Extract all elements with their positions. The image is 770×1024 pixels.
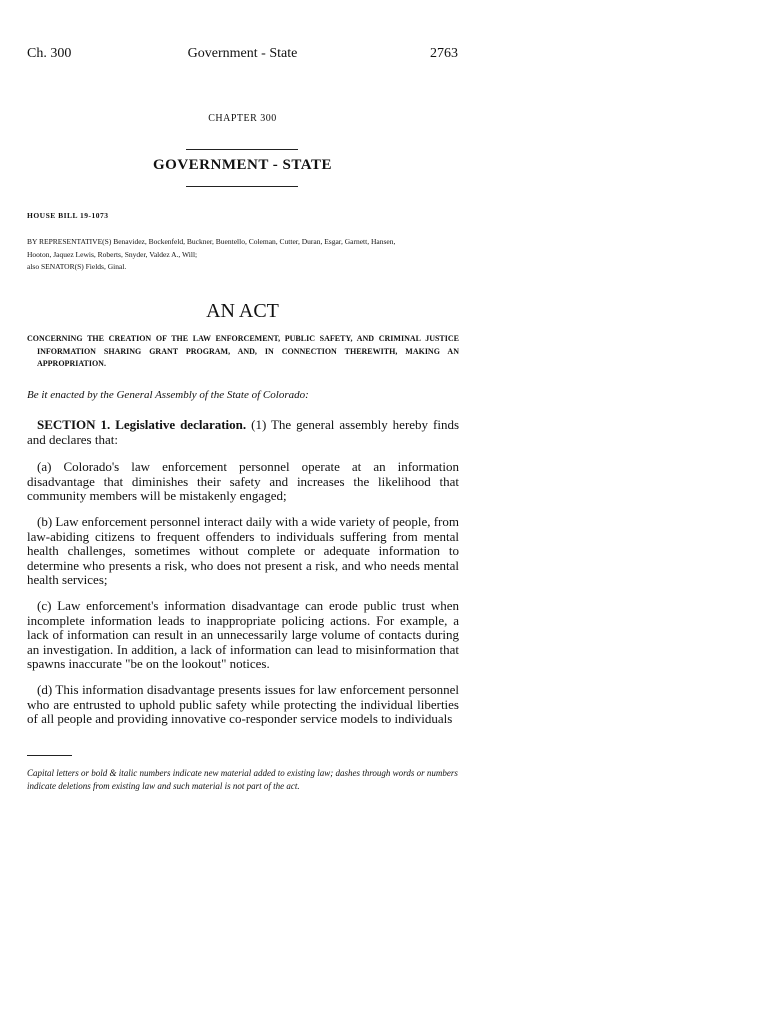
enacting-clause: Be it enacted by the General Assembly of the State of Colorado: bbox=[27, 389, 309, 401]
title-rule-top bbox=[186, 149, 298, 150]
section-text: (1) The general assembly hereby finds and declares that: bbox=[27, 417, 460, 447]
section-title: Legislative declaration. bbox=[115, 417, 247, 432]
paragraph-c-text: (c) Law enforcement's information disadvantage can erode public trust when incomplete information leads to inappropriate policing actions. For example, a lack of information can result in an unnecessarily large volume of contacts during an investigation. In addition, a lack of information can lead to misinformation that spawns inaccurate "be on the lookout" notices. bbox=[27, 598, 459, 672]
bill-number: HOUSE BILL 19-1073 bbox=[27, 211, 109, 220]
sponsors-line-2: Hooton, Jaquez Lewis, Roberts, Snyder, Valdez A., Will; bbox=[27, 249, 198, 259]
paragraph-b bbox=[27, 515, 459, 588]
title-rule-bottom bbox=[186, 186, 298, 187]
paragraph-c bbox=[27, 599, 459, 672]
paragraph-a bbox=[27, 460, 459, 504]
page-number: 2763 bbox=[430, 46, 458, 61]
footnote-rule bbox=[27, 755, 72, 756]
section-1-intro bbox=[27, 418, 459, 447]
footnote: Capital letters or bold & italic numbers indicate new material added to existing law; dashes through words or numbers indicate deletions from existing law and such material is not part of the act. bbox=[27, 768, 458, 791]
paragraph-b-text: (b) Law enforcement personnel interact daily with a wide variety of people, from law-abiding citizens to frequent offenders to individuals suffering from mental health challenges, sometimes without complete or adequate information to determine who presents a risk, who does not present a risk, and who needs mental health services; bbox=[27, 514, 459, 588]
paragraph-d bbox=[27, 683, 459, 727]
sponsors-block bbox=[27, 236, 467, 274]
sponsors-line-1: BY REPRESENTATIVE(S) Benavidez, Bockenfeld, Buckner, Buentello, Coleman, Cutter, Duran, Esgar, Garnett, Hansen, bbox=[27, 237, 396, 246]
paragraph-d-text: (d) This information disadvantage presents issues for law enforcement personnel who are entrusted to uphold public safety while protecting the individual liberties of all people and providing innovative co-responder service models to individuals bbox=[27, 682, 459, 727]
act-title: AN ACT bbox=[206, 300, 279, 322]
chapter-title: GOVERNMENT - STATE bbox=[152, 157, 333, 173]
paragraph-a-text: (a) Colorado's law enforcement personnel operate at an information disadvantage that diminishes their safety and increases the likelihood that community members will be mistakenly engaged; bbox=[27, 459, 459, 504]
concerning-clause: CONCERNING THE CREATION OF THE LAW ENFORCEMENT, PUBLIC SAFETY, AND CRIMINAL JUSTICE INFORMATION SHARING GRANT PROGRAM, AND, IN CONNECTION THEREWITH, MAKING AN APPROPRIATION. bbox=[27, 334, 459, 368]
chapter-label: CHAPTER 300 bbox=[208, 113, 277, 124]
section-heading: SECTION 1. bbox=[37, 417, 111, 432]
sponsors-line-3: also SENATOR(S) Fields, Ginal. bbox=[27, 262, 127, 271]
running-header-title: Government - State bbox=[187, 46, 298, 61]
running-header-chapter: Ch. 300 bbox=[27, 46, 72, 61]
